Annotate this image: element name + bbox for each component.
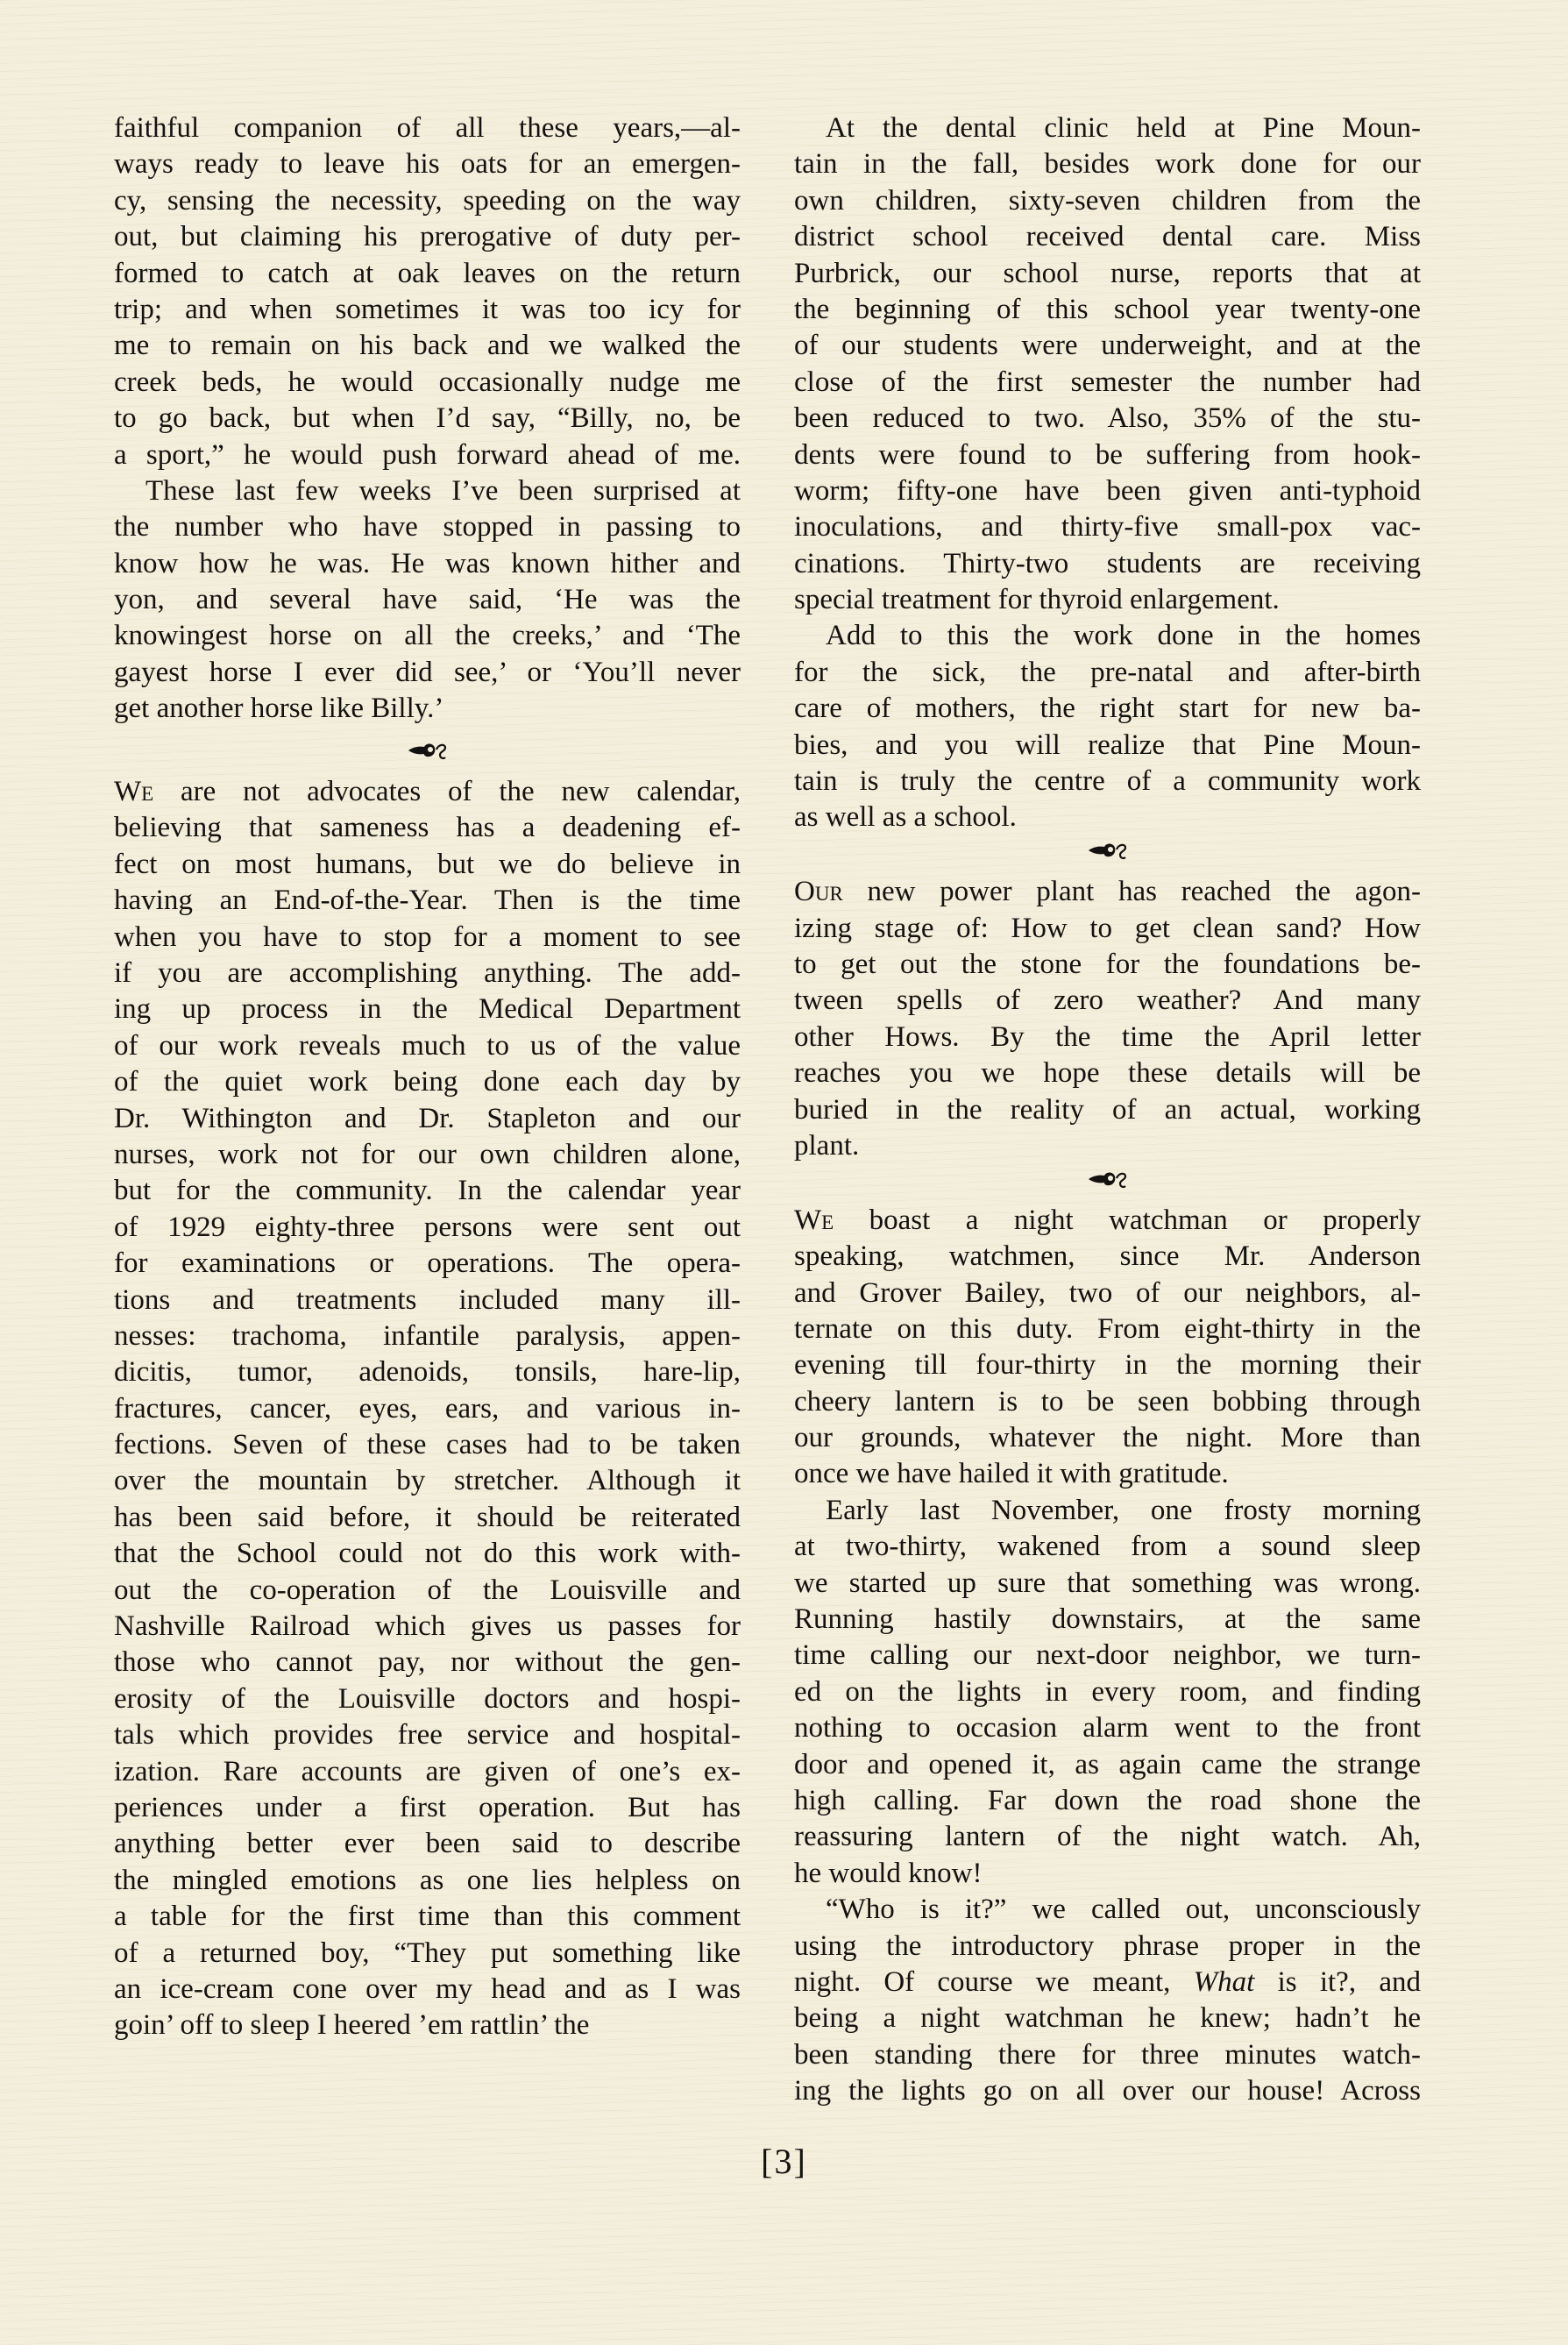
fleuron-icon (794, 1159, 1421, 1195)
text-line: ization. Rare accounts are given of one’s ex- (114, 1755, 741, 1787)
text-line: we started up sure that something was wrong. (794, 1567, 1421, 1599)
text-line: speaking, watchmen, since Mr. Anderson (794, 1240, 1421, 1273)
text-line: reassuring lantern of the night watch. Ah, (794, 1821, 1421, 1853)
text-line (114, 774, 741, 810)
text-line: ways ready to leave his oats for an emergen- (114, 148, 741, 181)
text-line: has been said before, it should be reiterated (114, 1501, 741, 1533)
text-line: using the introductory phrase proper in the (794, 1929, 1421, 1962)
text-line: nothing to occasion alarm went to the front (794, 1712, 1421, 1745)
text-line: get another horse like Billy.’ (114, 693, 444, 725)
text-line: nurses, work not for our own children alone, (114, 1138, 741, 1170)
text-line: plant. (794, 1129, 860, 1162)
text-line: tween spells of zero weather? And many (794, 984, 1421, 1017)
text-line: been reduced to two. Also, 35% of the stu- (794, 402, 1421, 435)
text-line: periences under a first operation. But has (114, 1791, 741, 1823)
smallcaps-lead: Our (794, 876, 843, 908)
text-line: Nashville Railroad which gives us passes for (114, 1610, 741, 1643)
text-line: the mingled emotions as one lies helpless on (114, 1864, 741, 1896)
text-line: he would know! (794, 1857, 983, 1889)
text-line: when you have to stop for a moment to see (114, 920, 741, 953)
text-line: having an End-of-the-Year. Then is the time (114, 885, 741, 917)
text-line: reaches you we hope these details will be (794, 1057, 1421, 1090)
text-line: special treatment for thyroid enlargement. (794, 584, 1280, 616)
text-line: Dr. Withington and Dr. Stapleton and our (114, 1102, 741, 1134)
text-line: formed to catch at oak leaves on the return (114, 257, 741, 289)
text-line: once we have hailed it with gratitude. (794, 1458, 1229, 1490)
text-line: own children, sixty-seven children from the (794, 184, 1421, 217)
text-line: been standing there for three minutes watch- (794, 2038, 1421, 2071)
text-line: cinations. Thirty-two students are receiving (794, 547, 1421, 579)
text-line: These last few weeks I’ve been surprised at (145, 474, 741, 507)
text-line: that the School could not do this work with- (114, 1538, 741, 1570)
text-line: faithful companion of all these years,—al- (114, 112, 741, 144)
text-line: of our work reveals much to us of the value (114, 1029, 741, 1062)
text-line: Running hastily downstairs, at the same (794, 1603, 1421, 1636)
text-line: high calling. Far down the road shone the (794, 1784, 1421, 1816)
text-line: but for the community. In the calendar year (114, 1175, 741, 1207)
text-line: if you are accomplishing anything. The add- (114, 956, 741, 989)
text-line: inoculations, and thirty-five small-pox vac- (794, 511, 1421, 544)
text-line: izing stage of: How to get clean sand? How (794, 912, 1421, 944)
text-line: as well as a school. (794, 801, 1017, 834)
paragraph-night-watchman (794, 1203, 1421, 1493)
text-line: for examinations or operations. The opera- (114, 1247, 741, 1280)
fleuron-icon-glyph (1085, 839, 1131, 862)
text-line: gayest horse I ever did see,’ or ‘You’ll never (114, 656, 741, 688)
paragraph-community-work (794, 618, 1421, 835)
fleuron-icon-glyph (1085, 1168, 1131, 1190)
text-line: district school received dental care. Miss (794, 221, 1421, 253)
text-line: ternate on this duty. From eight-thirty in the (794, 1312, 1421, 1345)
smallcaps-lead: We (794, 1204, 834, 1236)
text-line: our grounds, whatever the night. More than (794, 1422, 1421, 1454)
text-line: tions and treatments included many ill- (114, 1283, 741, 1316)
text-line: at two-thirty, wakened from a sound sleep (794, 1531, 1421, 1563)
paragraph-last-few-weeks (114, 473, 741, 728)
left-column (114, 110, 741, 2044)
text-line: to go back, but when I’d say, “Billy, no, be (114, 402, 741, 435)
text-line: bies, and you will realize that Pine Moun- (794, 728, 1421, 761)
text-line: an ice-cream cone over my head and as I was (114, 1972, 741, 2005)
text-line: a table for the first time than this comment (114, 1901, 741, 1933)
text-line: cheery lantern is to be seen bobbing through (794, 1385, 1421, 1418)
page-number: [3] (761, 2142, 807, 2181)
text-line: dicitis, tumor, adenoids, tonsils, hare-lip, (114, 1356, 741, 1389)
text-line: and Grover Bailey, two of our neighbors, al- (794, 1276, 1421, 1309)
text-line: Early last November, one frosty morning (826, 1494, 1421, 1526)
text-line: “Who is it?” we called out, unconsciously (826, 1894, 1421, 1926)
text-line: other Hows. By the time the April letter (794, 1020, 1421, 1053)
paragraph-who-is-it (794, 1892, 1421, 2109)
text-line: door and opened it, as again came the strange (794, 1748, 1421, 1780)
text-line: fect on most humans, but we do believe in (114, 848, 741, 880)
text-line: a sport,” he would push forward ahead of me. (114, 438, 741, 471)
text-line: worm; fifty-one have been given anti-typhoid (794, 474, 1421, 507)
fleuron-icon-glyph (405, 739, 451, 762)
text-line: nesses: trachoma, infantile paralysis, appen- (114, 1319, 741, 1352)
italic-word: What (1193, 1965, 1255, 1998)
right-column (794, 110, 1421, 2109)
text-line: close of the first semester the number had (794, 366, 1421, 398)
text-line: to get out the stone for the foundations be- (794, 948, 1421, 980)
text-line: out the co-operation of the Louisville and (114, 1574, 741, 1606)
text-line: erosity of the Louisville doctors and hospi- (114, 1682, 741, 1715)
text-line: me to remain on his back and we walked the (114, 330, 741, 362)
text-line: yon, and several have said, ‘He was the (114, 584, 741, 616)
smallcaps-lead: We (114, 776, 154, 808)
text-line: fections. Seven of these cases had to be taken (114, 1429, 741, 1461)
text-line: buried in the reality of an actual, working (794, 1093, 1421, 1126)
text-line: goin’ off to sleep I heered ’em rattlin’ the (114, 2009, 590, 2042)
text-line: Purbrick, our school nurse, reports that at (794, 257, 1421, 289)
text-line: At the dental clinic held at Pine Moun- (826, 112, 1421, 144)
text-line: ing up process in the Medical Department (114, 993, 741, 1026)
paragraph-november-morning (794, 1493, 1421, 1892)
paragraph-power-plant (794, 874, 1421, 1164)
text-line: the beginning of this school year twenty-one (794, 293, 1421, 325)
text-line: knowingest horse on all the creeks,’ and ‘The (114, 620, 741, 652)
text-line (794, 1965, 1421, 2000)
text-line (794, 1203, 1421, 1239)
text-line: being a night watchman he knew; hadn’t he (794, 2002, 1421, 2035)
text-line: know how he was. He was known hither and (114, 547, 741, 579)
text-line-rest: are not advocates of the new calendar, (153, 776, 741, 808)
paragraph-billy-companion (114, 110, 741, 473)
text-line: cy, sensing the necessity, speeding on the way (114, 184, 741, 217)
text-line: evening till four-thirty in the morning their (794, 1349, 1421, 1382)
text-line-rest: boast a night watchman or properly (834, 1204, 1421, 1236)
text-line: trip; and when sometimes it was too icy for (114, 293, 741, 325)
text-line: those who cannot pay, nor without the gen- (114, 1646, 741, 1679)
text-line: ing the lights go on all over our house! Across (794, 2075, 1421, 2107)
text-line: of 1929 eighty-three persons were sent out (114, 1211, 741, 1243)
text-line: over the mountain by stretcher. Although it (114, 1465, 741, 1497)
text-line: Add to this the work done in the homes (826, 620, 1421, 652)
fleuron-icon (794, 831, 1421, 867)
text-line: of our students were underweight, and at the (794, 330, 1421, 362)
text-line: tain is truly the centre of a community work (794, 765, 1421, 798)
text-line: of a returned boy, “They put something like (114, 1936, 741, 1969)
text-line-rest: new power plant has reached the agon- (842, 876, 1421, 908)
text-line: tals which provides free service and hospital- (114, 1719, 741, 1752)
text-line: creek beds, he would occasionally nudge me (114, 366, 741, 398)
text-line: believing that sameness has a deadening ef- (114, 812, 741, 844)
text-line: time calling our next-door neighbor, we turn- (794, 1639, 1421, 1672)
text-segment: is it?, and (1254, 1965, 1421, 1998)
text-line: anything better ever been said to describe (114, 1828, 741, 1860)
text-line: fractures, cancer, eyes, ears, and various in- (114, 1392, 741, 1425)
text-line: for the sick, the pre-natal and after-birth (794, 656, 1421, 688)
text-line (794, 874, 1421, 910)
text-line: care of mothers, the right start for new ba- (794, 693, 1421, 725)
text-segment: night. Of course we meant, (794, 1965, 1194, 1998)
text-line: of the quiet work being done each day by (114, 1066, 741, 1098)
text-line: tain in the fall, besides work done for our (794, 148, 1421, 181)
fleuron-icon (114, 731, 741, 767)
text-line: dents were found to be suffering from hook- (794, 438, 1421, 471)
paragraph-new-calendar (114, 774, 741, 2044)
paragraph-dental-clinic (794, 110, 1421, 618)
text-line: out, but claiming his prerogative of duty per- (114, 221, 741, 253)
text-line: the number who have stopped in passing to (114, 511, 741, 544)
text-line: ed on the lights in every room, and finding (794, 1675, 1421, 1708)
